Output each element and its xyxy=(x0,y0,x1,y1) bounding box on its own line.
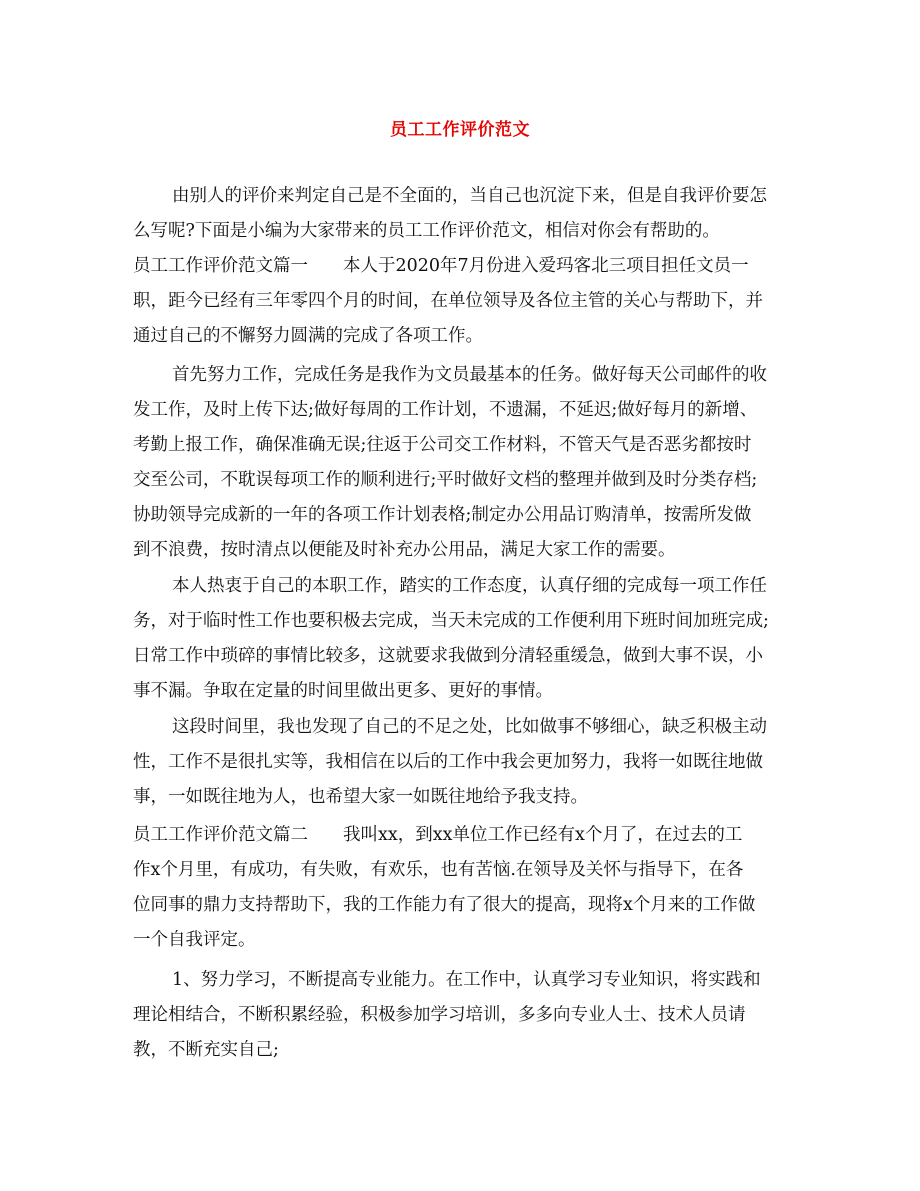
text-line: 教，不断充实自己; xyxy=(133,1040,279,1060)
text-line: 员工工作评价范文篇一 本人于2020年7月份进入爱玛客北三项目担任文员一 xyxy=(133,256,749,276)
text-line: 么写呢?下面是小编为大家带来的员工工作评价范文，相信对你会有帮助的。 xyxy=(133,221,720,241)
text-line: 事，一如既往地为人，也希望大家一如既往地给予我支持。 xyxy=(133,787,588,807)
text-line: 1、努力学习，不断提高专业能力。在工作中，认真学习专业知识，将实践和 xyxy=(172,970,761,990)
text-line: 本人热衷于自己的本职工作，踏实的工作态度，认真仔细的完成每一项工作任 xyxy=(172,576,767,596)
text-line: 由别人的评价来判定自己是不全面的，当自己也沉淀下来，但是自我评价要怎 xyxy=(172,186,767,206)
text-line: 日常工作中琐碎的事情比较多，这就要求我做到分清轻重缓急，做到大事不误，小 xyxy=(133,646,763,666)
text-line: 一个自我评定。 xyxy=(133,930,256,950)
text-line: 职，距今已经有三年零四个月的时间，在单位领导及各位主管的关心与帮助下，并 xyxy=(133,291,763,311)
text-line: 性，工作不是很扎实等，我相信在以后的工作中我会更加努力，我将一如既往地做 xyxy=(133,752,763,772)
text-line: 位同事的鼎力支持帮助下，我的工作能力有了很大的提高，现将x个月来的工作做 xyxy=(133,895,756,915)
text-line: 考勤上报工作，确保准确无误;往返于公司交工作材料，不管天气是否恶劣都按时 xyxy=(133,435,752,455)
document-title: 员工工作评价范文 xyxy=(390,120,530,140)
text-line: 交至公司，不耽误每项工作的顺利进行;平时做好文档的整理并做到及时分类存档; xyxy=(133,470,758,490)
text-line: 作x个月里，有成功，有失败，有欢乐，也有苦恼.在领导及关怀与指导下，在各 xyxy=(133,860,744,880)
text-line: 事不漏。争取在定量的时间里做出更多、更好的事情。 xyxy=(133,681,553,701)
text-line: 务，对于临时性工作也要积极去完成，当天未完成的工作便利用下班时间加班完成; xyxy=(133,611,769,631)
text-line: 这段时间里，我也发现了自己的不足之处，比如做事不够细心，缺乏积极主动 xyxy=(172,717,767,737)
text-line: 发工作，及时上传下达;做好每周的工作计划，不遗漏，不延迟;做好每月的新增、 xyxy=(133,400,758,420)
text-line: 到不浪费，按时清点以便能及时补充办公用品，满足大家工作的需要。 xyxy=(133,540,676,560)
text-line: 理论相结合，不断积累经验，积极参加学习培训，多多向专业人士、技术人员请 xyxy=(133,1005,746,1025)
text-line: 员工工作评价范文篇二 我叫xx，到xx单位工作已经有x个月了，在过去的工 xyxy=(133,825,743,845)
text-line: 通过自己的不懈努力圆满的完成了各项工作。 xyxy=(133,326,483,346)
text-line: 首先努力工作，完成任务是我作为文员最基本的任务。做好每天公司邮件的收 xyxy=(172,365,767,385)
text-line: 协助领导完成新的一年的各项工作计划表格;制定办公用品订购清单，按需所发做 xyxy=(133,505,752,525)
